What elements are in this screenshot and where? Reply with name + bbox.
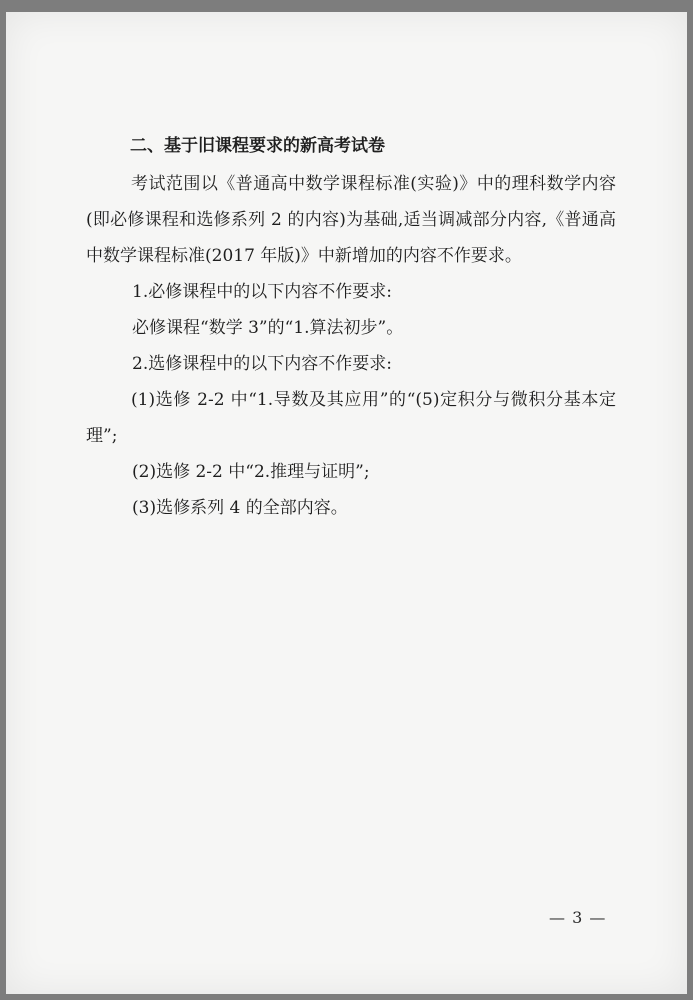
item2-sub3: (3)选修系列 4 的全部内容。 <box>132 498 348 518</box>
item2-heading: 2.选修课程中的以下内容不作要求: <box>132 354 392 374</box>
item2-sub1: (1)选修 2-2 中“1.导数及其应用”的“(5)定积分与微积分基本定理”; <box>86 390 616 446</box>
intro-paragraph: 考试范围以《普通高中数学课程标准(实验)》中的理科数学内容(即必修课程和选修系列 2 的内容)为基础,适当调减部分内容,《普通高中数学课程标准(2017 年版)》中新增加的内容不作要求。 <box>86 174 616 266</box>
section-title: 二、基于旧课程要求的新高考试卷 <box>130 136 385 156</box>
document-body <box>86 128 616 526</box>
page-number: — 3 — <box>549 908 607 927</box>
document-page <box>6 12 687 994</box>
item1-detail: 必修课程“数学 3”的“1.算法初步”。 <box>132 318 404 338</box>
item2-sub2: (2)选修 2-2 中“2.推理与证明”; <box>132 462 370 482</box>
item1-heading: 1.必修课程中的以下内容不作要求: <box>132 282 392 302</box>
